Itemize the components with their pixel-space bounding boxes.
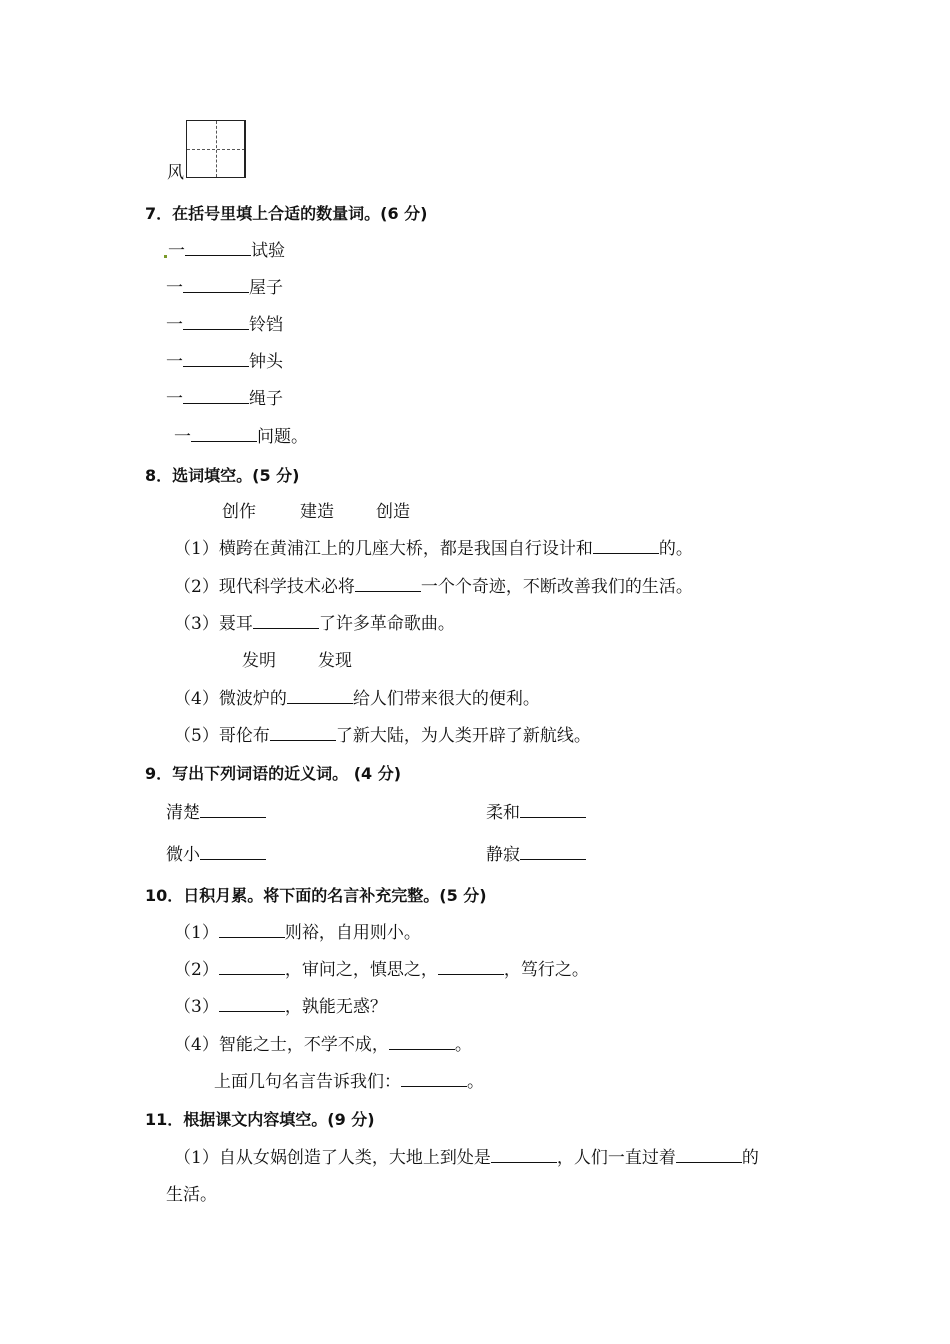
answer-blank[interactable]: [287, 689, 353, 704]
q9-title: 9．写出下列词语的近义词。 (4 分): [145, 764, 402, 783]
answer-blank[interactable]: [200, 803, 266, 818]
q8-word-option: 建造: [300, 502, 334, 522]
q7-item-5: 一 绳子: [166, 389, 283, 409]
q10-line-2: （2） ，审问之，慎思之， ，笃行之。: [174, 960, 589, 980]
q7-title: 7．在括号里填上合适的数量词。(6 分): [145, 204, 428, 223]
answer-blank[interactable]: [401, 1072, 467, 1087]
q8-sentence-5: （5）哥伦布 了新大陆，为人类开辟了新航线。: [174, 726, 591, 746]
answer-blank[interactable]: [183, 278, 249, 293]
q8-word-option: 创作: [222, 502, 256, 522]
answer-blank[interactable]: [219, 997, 285, 1012]
answer-blank[interactable]: [389, 1035, 455, 1050]
q9-word-1: 清楚: [166, 802, 266, 824]
q7-item-4: 一 钟头: [166, 352, 283, 372]
q9-word-2: 柔和: [486, 802, 586, 824]
answer-blank[interactable]: [676, 1148, 742, 1163]
answer-blank[interactable]: [520, 803, 586, 818]
q7-item-3: 一 铃铛: [166, 315, 283, 335]
answer-blank[interactable]: [520, 845, 586, 860]
answer-blank[interactable]: [183, 315, 249, 330]
q7-item-1: 一 试验: [168, 241, 285, 261]
answer-blank[interactable]: [183, 389, 249, 404]
answer-blank[interactable]: [593, 539, 659, 554]
q11-title: 11．根据课文内容填空。(9 分): [145, 1110, 375, 1129]
q8-title: 8．选词填空。(5 分): [145, 466, 300, 485]
answer-blank[interactable]: [183, 352, 249, 367]
answer-blank[interactable]: [253, 614, 319, 629]
q8-word-option: 创造: [376, 502, 410, 522]
answer-blank[interactable]: [200, 845, 266, 860]
q9-word-3: 微小: [166, 844, 266, 866]
margin-dot: [164, 255, 167, 258]
answer-blank[interactable]: [219, 923, 285, 938]
q11-line-1: （1）自从女娲创造了人类，大地上到处是 ，人们一直过着 的: [174, 1148, 759, 1168]
q10-line-1: （1） 则裕，自用则小。: [174, 923, 421, 943]
q9-word-4: 静寂: [486, 844, 586, 866]
q8-sentence-3: （3）聂耳 了许多革命歌曲。: [174, 614, 455, 634]
q10-title: 10．日积月累。将下面的名言补充完整。(5 分): [145, 886, 487, 905]
answer-blank[interactable]: [270, 726, 336, 741]
q8-sentence-1: （1）横跨在黄浦江上的几座大桥，都是我国自行设计和 的。: [174, 539, 693, 559]
q8-word-option: 发明: [242, 651, 276, 671]
q10-summary: 上面几句名言告诉我们： 。: [214, 1072, 484, 1092]
answer-blank[interactable]: [219, 960, 285, 975]
answer-blank[interactable]: [438, 960, 504, 975]
answer-blank[interactable]: [191, 427, 257, 442]
q8-sentence-2: （2）现代科学技术必将 一个个奇迹，不断改善我们的生活。: [174, 577, 693, 597]
q8-word-option: 发现: [318, 651, 352, 671]
answer-blank[interactable]: [355, 577, 421, 592]
answer-blank[interactable]: [491, 1148, 557, 1163]
q8-sentence-4: （4）微波炉的 给人们带来很大的便利。: [174, 689, 540, 709]
answer-blank[interactable]: [185, 241, 251, 256]
q11-line-1-cont: 生活。: [166, 1185, 217, 1205]
q10-line-4: （4）智能之士，不学不成， 。: [174, 1035, 472, 1055]
writing-grid[interactable]: [186, 120, 246, 178]
q7-item-6: 一 问题。: [174, 427, 308, 447]
q10-line-3: （3） ，孰能无惑？: [174, 997, 387, 1017]
q7-item-2: 一 屋子: [166, 278, 283, 298]
grid-character: 风: [167, 163, 184, 183]
